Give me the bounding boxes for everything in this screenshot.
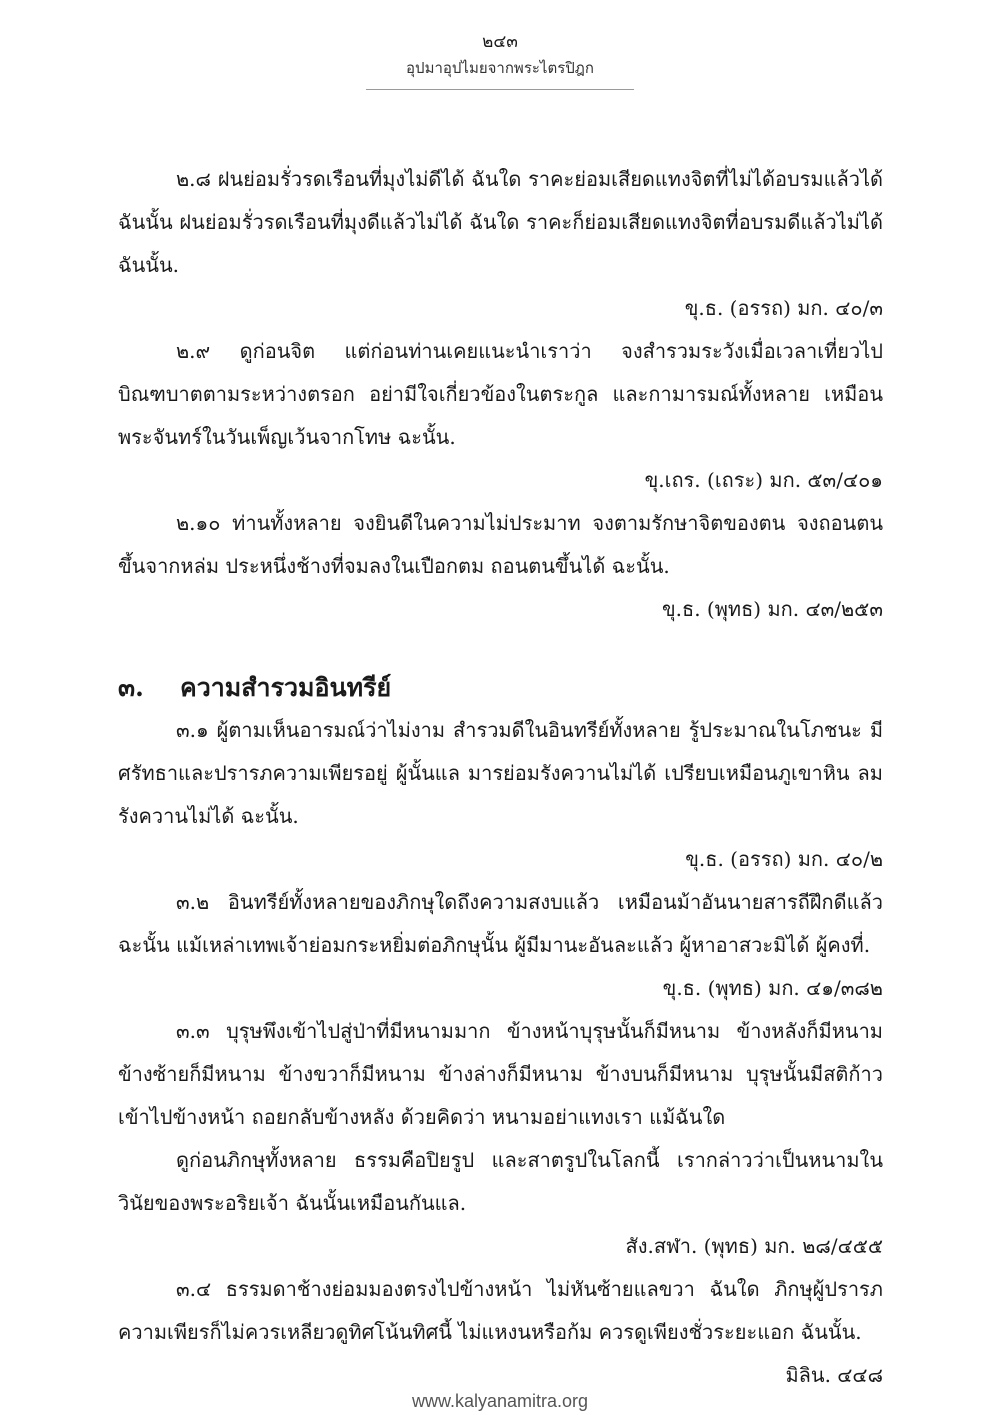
page-header bbox=[0, 30, 1000, 90]
header-divider bbox=[366, 89, 634, 90]
section-number: ๓. bbox=[118, 673, 144, 702]
page-number: ๒๔๓ bbox=[482, 32, 518, 52]
entry-3-2-text: ๓.๒ อินทรีย์ทั้งหลายของภิกษุใดถึงความสงบแล้ว เหมือนม้าอันนายสารถีฝึกดีแล้วฉะนั้น แม้เหล่าเทพเจ้าย่อมกระหยิ่มต่อภิกษุนั้น ผู้มีมานะอันละแล้ว ผู้หาอาสวะมิได้ ผู้คงที่. bbox=[118, 890, 883, 957]
book-title: อุปมาอุปไมยจากพระไตรปิฎก bbox=[406, 59, 594, 77]
section-heading bbox=[118, 666, 883, 709]
entry-3-1-reference: ขุ.ธ. (อรรถ) มก. ๔๐/๒ bbox=[685, 847, 883, 871]
entry-3-1-text: ๓.๑ ผู้ตามเห็นอารมณ์ว่าไม่งาม สำรวมดีในอินทรีย์ทั้งหลาย รู้ประมาณในโภชนะ มีศรัทธาและปรารภความเพียรอยู่ ผู้นั้นแล มารย่อมรังควานไม่ได้ เปรียบเหมือนภูเขาหิน ลมรังควานไม่ได้ ฉะนั้น. bbox=[118, 718, 883, 828]
entry-2-10-text: ๒.๑๐ ท่านทั้งหลาย จงยินดีในความไม่ประมาท จงตามรักษาจิตของตน จงถอนตนขึ้นจากหล่ม ประหนึ่งช้างที่จมลงในเปือกตม ถอนตนขึ้นได้ ฉะนั้น. bbox=[118, 511, 883, 578]
entry-2-9-text: ๒.๙ ดูก่อนจิต แต่ก่อนท่านเคยแนะนำเราว่า จงสำรวมระวังเมื่อเวลาเที่ยวไปบิณฑบาตตามระหว่างตรอก อย่ามีใจเกี่ยวข้องในตระกูล และกามารมณ์ทั้งหลาย เหมือนพระจันทร์ในวันเพ็ญเว้นจากโทษ ฉะนั้น. bbox=[118, 339, 883, 449]
entry-3-4-text: ๓.๔ ธรรมดาช้างย่อมมองตรงไปข้างหน้า ไม่หันซ้ายแลขวา ฉันใด ภิกษุผู้ปรารภความเพียรก็ไม่ควรเหลียวดูทิศโน้นทิศนี้ ไม่แหงนหรือก้ม ควรดูเพียงชั่วระยะแอก ฉันนั้น. bbox=[118, 1277, 883, 1344]
entry-3-3-continuation: ดูก่อนภิกษุทั้งหลาย ธรรมคือปิยรูป และสาตรูปในโลกนี้ เรากล่าวว่าเป็นหนามในวินัยของพระอริยเจ้า ฉันนั้นเหมือนกันแล. bbox=[118, 1148, 883, 1215]
entry-3-3-reference: สัง.สฬา. (พุทธ) มก. ๒๘/๔๕๕ bbox=[625, 1234, 883, 1258]
footer-website-url: www.kalyanamitra.org bbox=[411, 1391, 589, 1411]
entry-3-4-reference: มิลิน. ๔๔๘ bbox=[785, 1363, 883, 1387]
entry-2-10-reference: ขุ.ธ. (พุทธ) มก. ๔๓/๒๕๓ bbox=[661, 597, 883, 621]
page-body bbox=[118, 158, 883, 1397]
entry-3-3-text: ๓.๓ บุรุษพึงเข้าไปสู่ป่าที่มีหนามมาก ข้างหน้าบุรุษนั้นก็มีหนาม ข้างหลังก็มีหนาม ข้างซ้ายก็มีหนาม ข้างขวาก็มีหนาม ข้างล่างก็มีหนาม ข้างบนก็มีหนาม บุรุษนั้นมีสติก้าวเข้าไปข้างหน้า ถอยกลับข้างหลัง ด้วยคิดว่า หนามอย่าแทงเรา แม้ฉันใด bbox=[118, 1019, 883, 1129]
entry-2-8-text: ๒.๘ ฝนย่อมรั่วรดเรือนที่มุงไม่ดีได้ ฉันใด ราคะย่อมเสียดแทงจิตที่ไม่ได้อบรมแล้วได้ ฉันนั้น ฝนย่อมรั่วรดเรือนที่มุงดีแล้วไม่ได้ ฉันใด ราคะก็ย่อมเสียดแทงจิตที่อบรมดีแล้วไม่ได้ ฉันนั้น. bbox=[118, 167, 883, 277]
entry-3-2-reference: ขุ.ธ. (พุทธ) มก. ๔๑/๓๘๒ bbox=[662, 976, 883, 1000]
entry-2-9-reference: ขุ.เถร. (เถระ) มก. ๕๓/๔๐๑ bbox=[644, 468, 883, 492]
entry-2-8-reference: ขุ.ธ. (อรรถ) มก. ๔๐/๓ bbox=[684, 296, 883, 320]
section-title: ความสำรวมอินทรีย์ bbox=[180, 673, 392, 702]
